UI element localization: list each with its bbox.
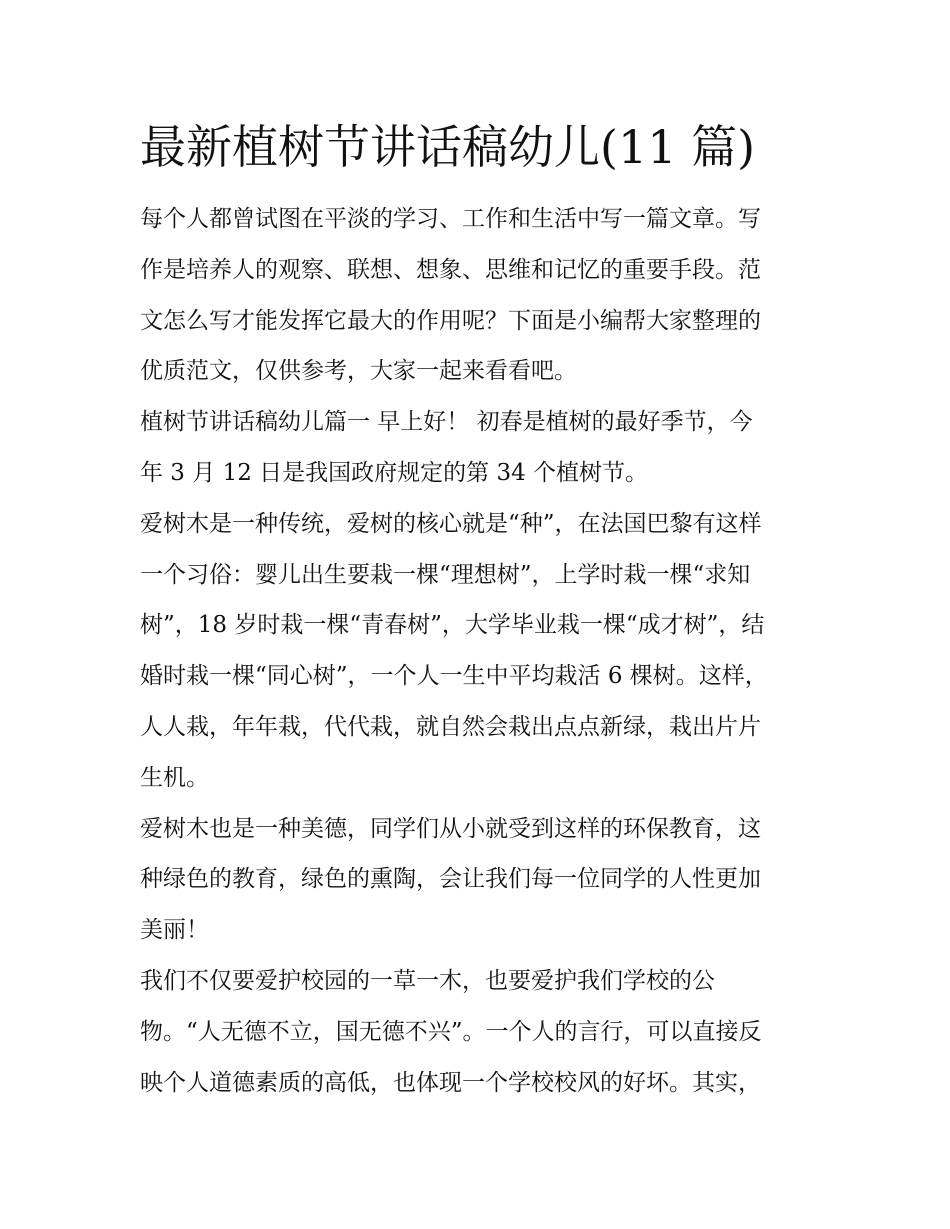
paragraph-line: 树”，18 岁时栽一棵“青春树”，大学毕业栽一棵“成才树”，结 bbox=[140, 612, 765, 639]
paragraph-line: 一个习俗：婴儿出生要栽一棵“理想树”，上学时栽一棵“求知 bbox=[140, 561, 751, 588]
paragraph-speech-opening bbox=[140, 397, 812, 499]
paragraph-line: 生机。 bbox=[140, 764, 209, 791]
paragraph-line: 文怎么写才能发挥它最大的作用呢？下面是小编帮大家整理的 bbox=[140, 307, 761, 334]
document-content bbox=[140, 112, 812, 1108]
paragraph-line: 年 3 月 12 日是我国政府规定的第 34 个植树节。 bbox=[140, 459, 649, 486]
paragraph-line: 物。“人无德不立，国无德不兴”。一个人的言行，可以直接反 bbox=[140, 1018, 762, 1045]
paragraph-line: 每个人都曾试图在平淡的学习、工作和生活中写一篇文章。写 bbox=[140, 206, 761, 232]
paragraph-line: 爱树木是一种传统，爱树的核心就是“种”，在法国巴黎有这样 bbox=[140, 510, 762, 537]
paragraph-campus bbox=[140, 956, 812, 1108]
paragraph-line: 人人栽，年年栽，代代栽，就自然会栽出点点新绿，栽出片片 bbox=[140, 713, 761, 740]
paragraph-line: 婚时栽一棵“同心树”，一个人一生中平均栽活 6 棵树。这样， bbox=[140, 663, 768, 690]
paragraph-line: 作是培养人的观察、联想、想象、思维和记忆的重要手段。范 bbox=[140, 256, 761, 283]
paragraph-line: 优质范文，仅供参考，大家一起来看看吧。 bbox=[140, 358, 577, 385]
paragraph-line: 爱树木也是一种美德，同学们从小就受到这样的环保教育，这 bbox=[140, 815, 761, 842]
paragraph-virtue bbox=[140, 804, 812, 956]
paragraph-line: 映个人道德素质的高低，也体现一个学校校风的好坏。其实， bbox=[140, 1069, 761, 1096]
paragraph-intro bbox=[140, 194, 812, 397]
paragraph-tradition bbox=[140, 499, 812, 804]
paragraph-line: 我们不仅要爱护校园的一草一木，也要爱护我们学校的公 bbox=[140, 967, 715, 994]
paragraph-line: 种绿色的教育，绿色的熏陶，会让我们每一位同学的人性更加 bbox=[140, 866, 761, 893]
paragraph-line: 美丽！ bbox=[140, 917, 209, 944]
document-title: 最新植树节讲话稿幼儿(11 篇) bbox=[140, 120, 756, 174]
paragraph-line: 植树节讲话稿幼儿篇一 早上好！ 初春是植树的最好季节，今 bbox=[140, 409, 753, 436]
